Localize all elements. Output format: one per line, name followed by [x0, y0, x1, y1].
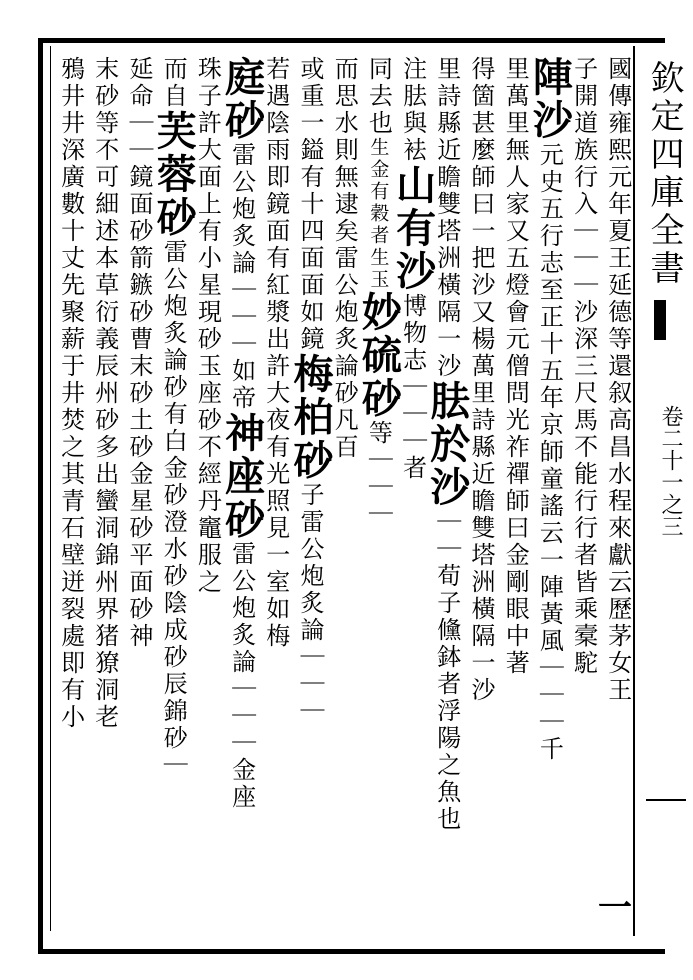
entry-heading: 胠於沙: [423, 380, 471, 509]
entry-heading: 山有沙: [389, 164, 437, 293]
text-run: 雷公炮炙論｜｜｜如帝: [227, 142, 256, 412]
column-text: 延命｜｜鏡面砂箭鏃砂曹末砂土砂金星砂平面砂神: [125, 56, 153, 650]
text-run: 子雷公炮炙論｜｜｜: [296, 482, 324, 725]
column-text: 珠子許大面上有小星現砂玉座砂不經丹竈服之: [193, 56, 222, 596]
book-title: 欽定四庫全書: [644, 60, 684, 288]
text-run: 雷公炮炙論砂有白金砂澄水砂陰成砂辰錦砂｜: [159, 239, 188, 779]
text-run: 而自: [159, 56, 188, 110]
chapter-label: 卷二十一之三: [658, 405, 683, 537]
column-text: 若遇陰雨即鏡面有紅漿出許大夜有光照見一室如梅: [261, 56, 290, 650]
fishtail-mark: [654, 300, 666, 340]
text-run: 元史五行志至正十五年京師童謠云一陣黃風｜｜｜千: [535, 142, 564, 763]
text-run: 同去也: [364, 56, 393, 137]
text-run: ｜｜荀子儵鉢者浮陽之魚也: [432, 509, 461, 833]
page-marker: 一: [598, 888, 632, 928]
column-text: 末砂等不可細述本草衍義辰州砂多出蠻洞錦州界猪獠洞老: [90, 56, 119, 731]
text-run: 或重一鎰有十四面面如鏡: [296, 56, 324, 353]
column-text: 得箇甚麼師曰一把沙又楊萬里詩縣近瞻雙塔洲橫隔一沙: [467, 56, 495, 704]
text-run: 博物志｜｜｜者: [398, 293, 427, 482]
entry-heading: 庭砂: [218, 56, 266, 142]
column-text: 鴉井井深廣數十丈先聚薪于井焚之其青石壁迸裂處即有小: [56, 56, 85, 731]
entry-heading: 神座砂: [218, 412, 266, 541]
fold-rule: [646, 799, 686, 801]
text-run: 注胠與袪: [398, 56, 427, 164]
entry-heading: 芙蓉砂: [150, 110, 198, 239]
entry-heading: 陣沙: [526, 56, 574, 142]
column-text: 里萬里無人家又五燈會元僧問光祚禪師曰金剛眼中著: [501, 56, 530, 677]
text-column: [49, 56, 93, 931]
entry-heading: 妙硫砂: [355, 291, 403, 420]
text-run: 里詩縣近瞻雙塔洲橫隔一沙: [432, 56, 461, 380]
column-text: 子開道族行入｜｜｜沙深三尺馬不能行行者皆乘槖駝: [569, 56, 598, 677]
text-run: 生金有穀者生玉: [367, 137, 390, 291]
column-text: 而思水則無逮矣雷公炮炙論砂凡百: [330, 56, 359, 461]
column-text: 國傳雍熙元年夏王延德等還叙高昌水程來獻云歷茅女王: [603, 56, 632, 704]
entry-heading: 梅柏砂: [287, 353, 334, 482]
text-run: 等｜｜｜: [364, 420, 393, 528]
text-run: 雷公炮炙論｜｜｜金座: [227, 541, 256, 811]
